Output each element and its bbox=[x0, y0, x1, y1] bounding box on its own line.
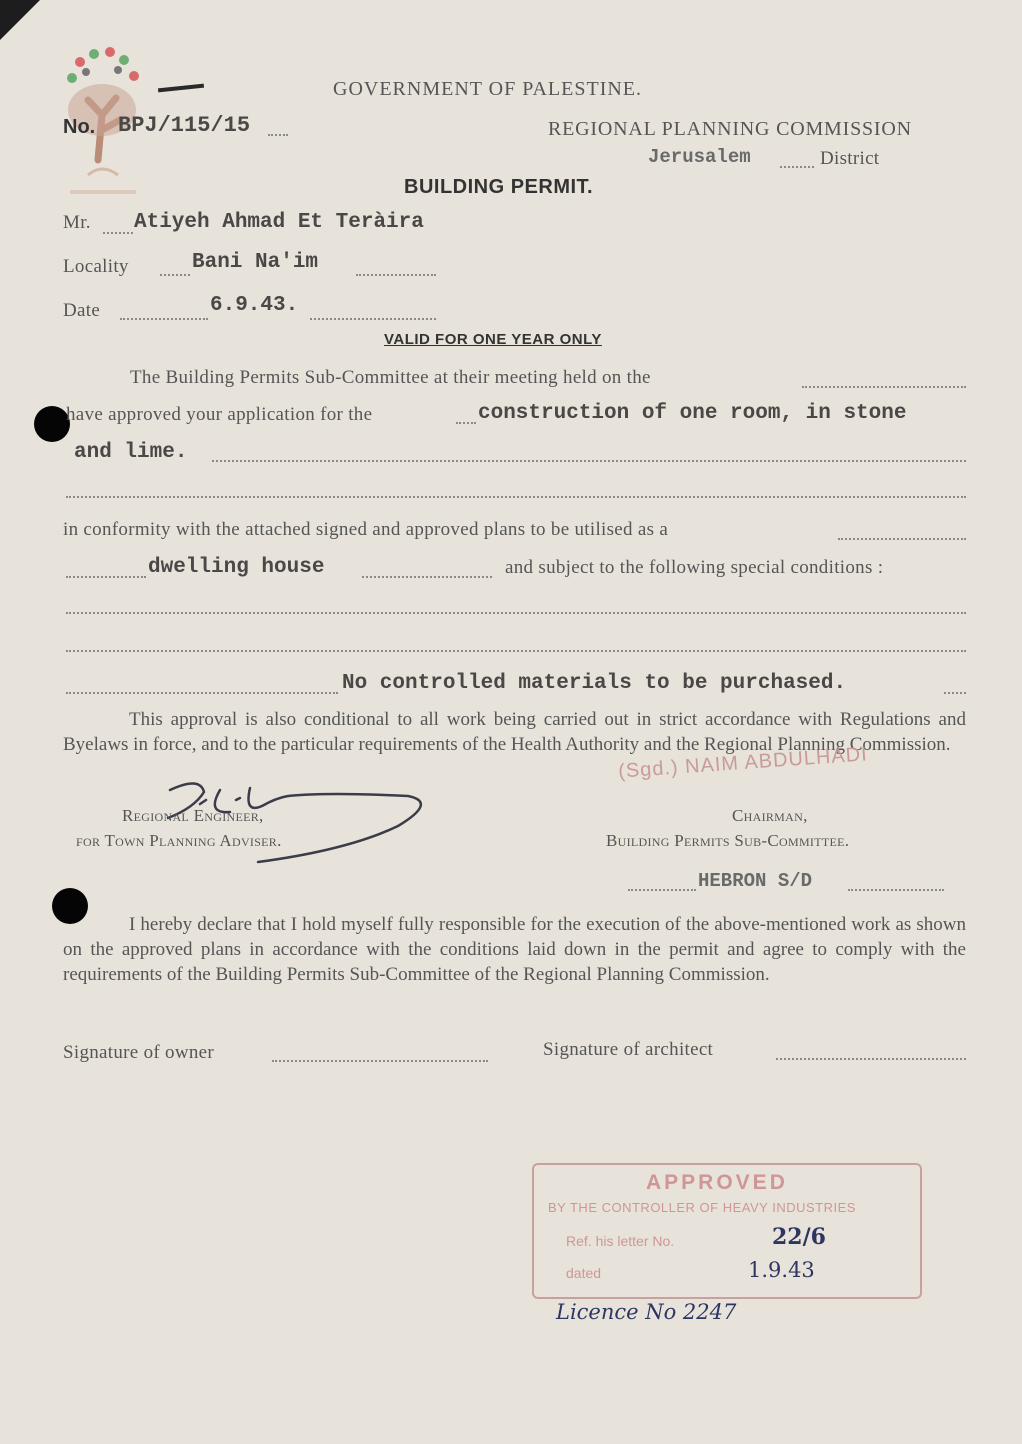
stamp-dated-label: dated bbox=[566, 1265, 602, 1281]
engineer-subtitle: for Town Planning Adviser. bbox=[76, 831, 282, 850]
approved-work-value-cont: and lime. bbox=[74, 441, 188, 464]
permit-number-value: BPJ/115/15 bbox=[118, 113, 251, 138]
engineer-title: Regional Engineer, bbox=[122, 806, 264, 825]
meeting-text: The Building Permits Sub-Committee at their meeting held on the bbox=[130, 367, 651, 388]
architect-signature-label: Signature of architect bbox=[543, 1039, 714, 1060]
stamp-ref-label: Ref. his letter No. bbox=[566, 1233, 675, 1249]
commission-heading: REGIONAL PLANNING COMMISSION bbox=[548, 118, 912, 140]
conformity-text: in conformity with the attached signed and approved plans to be utilised as a bbox=[63, 519, 669, 540]
owner-signature-label: Signature of owner bbox=[63, 1042, 215, 1063]
stamp-dated-value: 1.9.43 bbox=[748, 1258, 815, 1282]
approved-work-value: construction of one room, in stone bbox=[478, 402, 907, 425]
punch-hole-top bbox=[34, 406, 70, 442]
licence-handwritten-note: Licence No 2247 bbox=[556, 1300, 737, 1324]
government-heading: GOVERNMENT OF PALESTINE. bbox=[333, 78, 643, 100]
validity-notice: VALID FOR ONE YEAR ONLY bbox=[384, 331, 602, 348]
stamp-ref-value: 22/6 bbox=[772, 1224, 826, 1250]
subject-text: and subject to the following special conditions : bbox=[505, 557, 884, 578]
locality-value: Bani Na'im bbox=[192, 251, 319, 274]
conditional-paragraph: This approval is also conditional to all work being carried out in strict accordance with Regulations and Byelaws in force, and to the particular requirements of the Health Authority and the Regional Planning Commission. bbox=[63, 709, 966, 755]
chairman-signed-stamp: (Sgd.) NAIM ABDULHADI bbox=[617, 743, 869, 783]
chairman-title: Chairman, bbox=[732, 806, 808, 825]
architect-signature-line bbox=[776, 1058, 966, 1060]
chairman-subtitle: Building Permits Sub-Committee. bbox=[606, 831, 850, 850]
stamp-authority: BY THE CONTROLLER OF HEAVY INDUSTRIES bbox=[548, 1200, 856, 1215]
office-value: HEBRON S/D bbox=[698, 870, 813, 892]
mr-label: Mr. bbox=[63, 212, 91, 233]
district-label: District bbox=[820, 148, 880, 169]
special-condition-value: No controlled materials to be purchased. bbox=[342, 672, 847, 695]
date-label: Date bbox=[63, 300, 101, 321]
declaration-paragraph: I hereby declare that I hold myself fully responsible for the execution of the above-mentioned work as shown on the approved plans in accordance with the conditions laid down in the permit and agree to comply with the requirements of the Building Permits Sub-Committee of the Regional Planning Commission. bbox=[63, 914, 966, 985]
stamp-title: APPROVED bbox=[646, 1171, 788, 1194]
locality-label: Locality bbox=[63, 256, 129, 277]
header-dash-mark bbox=[158, 84, 204, 93]
usage-value: dwelling house bbox=[148, 556, 325, 579]
page-corner-shadow bbox=[0, 0, 40, 40]
applicant-name: Atiyeh Ahmad Et Teràira bbox=[134, 211, 424, 234]
owner-signature-line bbox=[272, 1060, 488, 1062]
approved-text: have approved your application for the bbox=[66, 404, 373, 425]
district-value: Jerusalem bbox=[648, 146, 751, 168]
date-value: 6.9.43. bbox=[210, 294, 299, 317]
permit-title: BUILDING PERMIT. bbox=[404, 176, 594, 198]
permit-number-label: No. bbox=[63, 116, 96, 138]
